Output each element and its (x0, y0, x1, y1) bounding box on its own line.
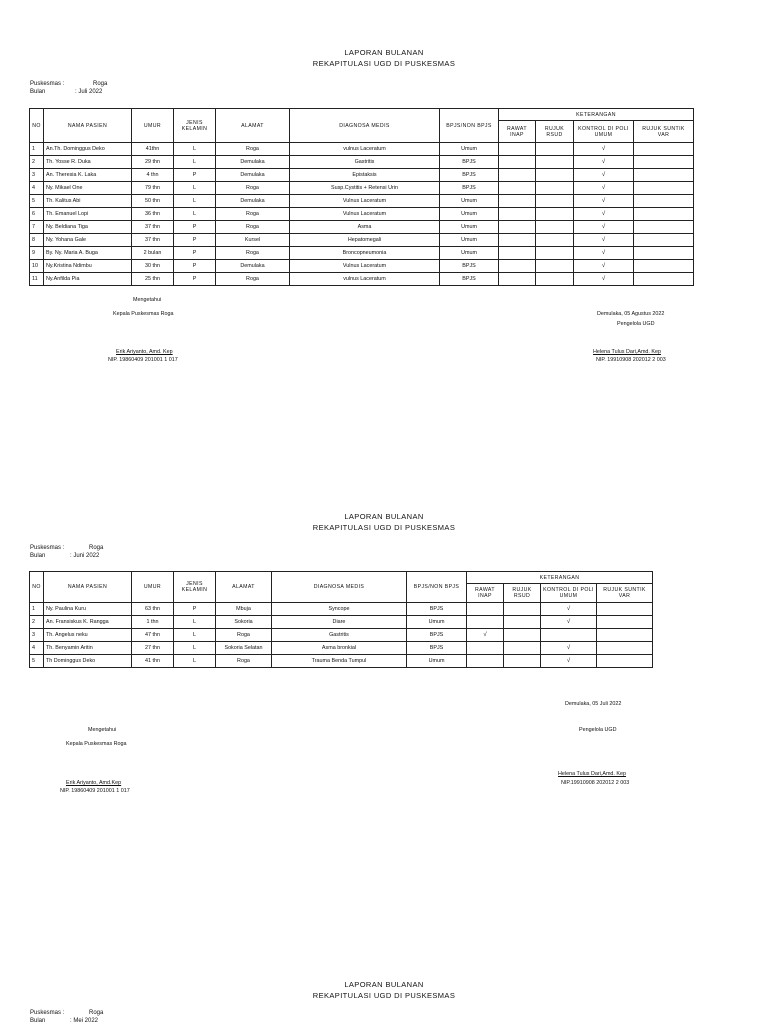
checkmark-icon: √ (601, 185, 606, 191)
cell-rawat-inap (499, 169, 536, 182)
cell-no: 3 (30, 629, 44, 642)
cell-bpjs: Umum (407, 655, 467, 668)
cell-rujuk-rsud (536, 221, 574, 234)
cell-jk: P (174, 169, 216, 182)
table-row (30, 616, 653, 629)
cell-kontrol-poli (541, 603, 597, 616)
report-3-puskesmas-value: Roga (89, 1010, 104, 1016)
cell-bpjs: Umum (440, 234, 499, 247)
cell-bpjs: BPJS (440, 182, 499, 195)
cell-jk: P (174, 221, 216, 234)
cell-rujuk-rsud (536, 156, 574, 169)
cell-diagnosa: vulnus Laceratum (290, 143, 440, 156)
cell-nama: Ny. Yohana Gale (44, 234, 132, 247)
cell-nama: An. Fransiskus K. Rangga (44, 616, 132, 629)
report-3-puskesmas-label: Puskesmas : (30, 1010, 65, 1016)
report-1-title: LAPORAN BULANAN (344, 48, 424, 57)
cell-jk: P (174, 273, 216, 286)
report-1-puskesmas-label: Puskesmas : (30, 81, 65, 87)
cell-kontrol-poli (574, 156, 634, 169)
cell-alamat: Mbuja (216, 603, 272, 616)
cell-umur: 63 thn (132, 603, 174, 616)
cell-umur: 37 thn (132, 221, 174, 234)
cell-kontrol-poli (574, 182, 634, 195)
cell-diagnosa: Vulnus Laceratum (290, 260, 440, 273)
cell-alamat: Roga (216, 143, 290, 156)
cell-umur: 50 thn (132, 195, 174, 208)
cell-jk: L (174, 642, 216, 655)
checkmark-icon: √ (601, 250, 606, 256)
cell-kontrol-poli (541, 655, 597, 668)
cell-no: 11 (30, 273, 44, 286)
checkmark-icon: √ (566, 619, 571, 625)
cell-jk: P (174, 603, 216, 616)
cell-rujuk-suntik (597, 655, 653, 668)
table-row (30, 169, 694, 182)
cell-umur: 47 thn (132, 629, 174, 642)
cell-rujuk-rsud (536, 182, 574, 195)
report-2-subtitle: REKAPITULASI UGD DI PUSKESMAS (312, 523, 456, 532)
table-row (30, 156, 694, 169)
cell-rujuk-suntik (634, 260, 694, 273)
cell-rujuk-suntik (634, 273, 694, 286)
table-row (30, 655, 653, 668)
cell-diagnosa: Hepatomegali (290, 234, 440, 247)
cell-jk: L (174, 655, 216, 668)
cell-umur: 30 thn (132, 260, 174, 273)
header-rujuk-suntik: RUJUK SUNTIK VAR (597, 584, 653, 603)
cell-diagnosa: Susp.Cystitis + Retensi Urin (290, 182, 440, 195)
report-2-bulan-label: Bulan (30, 553, 46, 559)
checkmark-icon: √ (566, 606, 571, 612)
cell-bpjs: BPJS (440, 156, 499, 169)
cell-jk: P (174, 234, 216, 247)
cell-rawat-inap (467, 616, 504, 629)
header-kontrol-poli: KONTROL DI POLI UMUM (574, 121, 634, 143)
cell-rujuk-rsud (536, 234, 574, 247)
cell-rujuk-suntik (634, 208, 694, 221)
header-alamat: ALAMAT (216, 109, 290, 143)
table-row (30, 629, 653, 642)
cell-rujuk-rsud (504, 629, 541, 642)
report-1-kepala-title: Kepala Puskesmas Roga (113, 311, 174, 317)
cell-kontrol-poli (574, 169, 634, 182)
header-umur: UMUR (132, 572, 174, 603)
report-2-mengetahui: Mengetahui (88, 727, 117, 733)
cell-rujuk-rsud (536, 195, 574, 208)
cell-no: 2 (30, 616, 44, 629)
report-1-kepala-name: Erik Ariyanto, Amd. Kep (116, 349, 173, 355)
table-row (30, 603, 653, 616)
cell-nama: Ny.Anfilda Pia (44, 273, 132, 286)
checkmark-icon: √ (483, 632, 487, 638)
cell-umur: 25 thn (132, 273, 174, 286)
cell-nama: Ny.Kristina Ndimbu (44, 260, 132, 273)
cell-rujuk-rsud (536, 143, 574, 156)
cell-nama: Th. Kalitus Abi (44, 195, 132, 208)
cell-bpjs: Umum (440, 247, 499, 260)
cell-rawat-inap (499, 143, 536, 156)
cell-alamat: Sokoria Selatan (216, 642, 272, 655)
table-row (30, 221, 694, 234)
cell-rujuk-suntik (634, 143, 694, 156)
cell-bpjs: BPJS (407, 603, 467, 616)
cell-rawat-inap (499, 247, 536, 260)
cell-rujuk-rsud (504, 655, 541, 668)
cell-umur: 27 thn (132, 642, 174, 655)
table-row (30, 273, 694, 286)
report-1-pengelola-name: Helena Tulus Dari,Amd. Kep (593, 349, 662, 355)
checkmark-icon: √ (601, 146, 606, 152)
report-1-subtitle: REKAPITULASI UGD DI PUSKESMAS (312, 59, 456, 68)
cell-jk: L (174, 156, 216, 169)
cell-jk: P (174, 247, 216, 260)
report-1-bulan-label: Bulan (30, 89, 46, 95)
checkmark-icon: √ (566, 645, 571, 651)
header-no: NO (30, 572, 44, 603)
table-row (30, 182, 694, 195)
cell-kontrol-poli (541, 629, 597, 642)
report-3-title: LAPORAN BULANAN (344, 980, 424, 989)
cell-umur: 37 thn (132, 234, 174, 247)
cell-bpjs: Umum (440, 221, 499, 234)
cell-jk: L (174, 629, 216, 642)
cell-bpjs: Umum (407, 616, 467, 629)
cell-rujuk-suntik (597, 629, 653, 642)
report-1-puskesmas-value: Roga (93, 81, 108, 87)
cell-rujuk-suntik (597, 642, 653, 655)
header-kontrol-poli: KONTROL DI POLI UMUM (541, 584, 597, 603)
header-keterangan: KETERANGAN (499, 109, 694, 121)
cell-no: 8 (30, 234, 44, 247)
cell-diagnosa: Diare (272, 616, 407, 629)
cell-alamat: Demulaka (216, 260, 290, 273)
cell-diagnosa: vulnus Laceratum (290, 273, 440, 286)
report-1-place-date: Demulaka, 05 Agustus 2022 (597, 311, 665, 317)
report-2-table (29, 571, 653, 668)
cell-rujuk-suntik (634, 195, 694, 208)
cell-bpjs: BPJS (407, 629, 467, 642)
cell-rawat-inap (499, 221, 536, 234)
cell-jk: L (174, 182, 216, 195)
cell-no: 6 (30, 208, 44, 221)
cell-nama: Th. Benyamin Aritin (44, 642, 132, 655)
cell-rawat-inap (467, 629, 504, 642)
cell-rujuk-rsud (536, 169, 574, 182)
cell-jk: L (174, 616, 216, 629)
header-diagnosa: DIAGNOSA MEDIS (272, 572, 407, 603)
cell-rujuk-rsud (536, 208, 574, 221)
cell-kontrol-poli (574, 260, 634, 273)
report-2-place-date: Demulaka, 05 Juli 2022 (565, 701, 622, 707)
table-row (30, 260, 694, 273)
cell-umur: 36 thn (132, 208, 174, 221)
cell-kontrol-poli (574, 234, 634, 247)
cell-nama: Th. Emanuel Lopi (44, 208, 132, 221)
cell-rawat-inap (499, 208, 536, 221)
cell-kontrol-poli (574, 273, 634, 286)
report-1-bulan-value: : Juli 2022 (75, 89, 103, 95)
cell-bpjs: BPJS (440, 260, 499, 273)
report-1-kepala-nip: NIP. 19860409 201001 1 017 (108, 357, 178, 363)
cell-diagnosa: Asma bronkial (272, 642, 407, 655)
checkmark-icon: √ (601, 224, 606, 230)
cell-rujuk-suntik (634, 221, 694, 234)
cell-rujuk-rsud (536, 273, 574, 286)
cell-no: 7 (30, 221, 44, 234)
cell-rujuk-rsud (504, 642, 541, 655)
cell-umur: 79 thn (132, 182, 174, 195)
cell-diagnosa: Epistaksis (290, 169, 440, 182)
cell-rawat-inap (499, 260, 536, 273)
cell-kontrol-poli (574, 221, 634, 234)
report-2-bulan-value: : Juni 2022 (70, 553, 100, 559)
cell-bpjs: BPJS (440, 169, 499, 182)
header-jenis-kelamin: JENIS KELAMIN (174, 572, 216, 603)
checkmark-icon: √ (601, 198, 606, 204)
cell-alamat: Roga (216, 247, 290, 260)
cell-kontrol-poli (541, 616, 597, 629)
report-2-kepala-nip: NIP. 19860409 201001 1 017 (60, 788, 130, 794)
cell-no: 5 (30, 655, 44, 668)
checkmark-icon: √ (601, 263, 606, 269)
report-2-puskesmas-label: Puskesmas : (30, 545, 65, 551)
header-nama-pasien: NAMA PASIEN (44, 572, 132, 603)
cell-diagnosa: Vulnus Laceratum (290, 208, 440, 221)
header-rujuk-rsud: RUJUK RSUD (536, 121, 574, 143)
cell-rujuk-rsud (504, 603, 541, 616)
cell-rujuk-rsud (536, 247, 574, 260)
cell-no: 4 (30, 182, 44, 195)
cell-alamat: Demulaka (216, 195, 290, 208)
header-nama-pasien: NAMA PASIEN (44, 109, 132, 143)
table-row (30, 143, 694, 156)
header-rawat-inap: RAWAT INAP (499, 121, 536, 143)
cell-alamat: Demulaka (216, 156, 290, 169)
cell-diagnosa: Gastritis (272, 629, 407, 642)
report-2-pengelola-nip: NIP.19910908 202012 2 003 (561, 780, 630, 786)
cell-rawat-inap (467, 642, 504, 655)
report-2-pengelola: Pengelola UGD (579, 727, 617, 733)
cell-alamat: Sokoria (216, 616, 272, 629)
report-2-title: LAPORAN BULANAN (344, 512, 424, 521)
cell-rawat-inap (499, 182, 536, 195)
cell-nama: Th Dominggus Deko (44, 655, 132, 668)
table-row (30, 234, 694, 247)
cell-nama: Th. Angelus neku (44, 629, 132, 642)
header-jenis-kelamin: JENIS KELAMIN (174, 109, 216, 143)
cell-jk: L (174, 195, 216, 208)
cell-rujuk-rsud (504, 616, 541, 629)
table-row (30, 642, 653, 655)
report-3-bulan-value: : Mei 2022 (70, 1018, 99, 1024)
cell-diagnosa: Vulnus Laceratum (290, 195, 440, 208)
cell-alamat: Roga (216, 221, 290, 234)
report-1-mengetahui: Mengetahui (133, 297, 162, 303)
cell-no: 10 (30, 260, 44, 273)
header-alamat: ALAMAT (216, 572, 272, 603)
cell-kontrol-poli (541, 642, 597, 655)
report-2-puskesmas-value: Roga (89, 545, 104, 551)
cell-umur: 1 thn (132, 616, 174, 629)
report-3-bulan-label: Bulan (30, 1018, 46, 1024)
cell-rawat-inap (499, 195, 536, 208)
header-rawat-inap: RAWAT INAP (467, 584, 504, 603)
cell-kontrol-poli (574, 143, 634, 156)
cell-nama: By. Ny. Maria A. Buga (44, 247, 132, 260)
cell-no: 1 (30, 603, 44, 616)
cell-alamat: Demulaka (216, 169, 290, 182)
report-2-pengelola-name: Helena Tulus Dari,Amd. Kep (558, 771, 627, 777)
cell-bpjs: Umum (440, 208, 499, 221)
cell-jk: L (174, 143, 216, 156)
header-rujuk-suntik: RUJUK SUNTIK VAR (634, 121, 694, 143)
cell-nama: An. Theresia K. Laka (44, 169, 132, 182)
cell-alamat: Roga (216, 273, 290, 286)
cell-rawat-inap (499, 273, 536, 286)
cell-umur: 2 bulan (132, 247, 174, 260)
header-umur: UMUR (132, 109, 174, 143)
checkmark-icon: √ (601, 159, 606, 165)
cell-rujuk-suntik (634, 156, 694, 169)
cell-rawat-inap (467, 655, 504, 668)
cell-umur: 41thn (132, 143, 174, 156)
cell-no: 5 (30, 195, 44, 208)
cell-rujuk-rsud (536, 260, 574, 273)
header-bpjs: BPJS/NON BPJS (440, 109, 499, 143)
header-no: NO (30, 109, 44, 143)
cell-alamat: Roga (216, 655, 272, 668)
report-3-subtitle: REKAPITULASI UGD DI PUSKESMAS (312, 991, 456, 1000)
table-row (30, 247, 694, 260)
cell-no: 4 (30, 642, 44, 655)
cell-bpjs: BPJS (407, 642, 467, 655)
cell-rawat-inap (499, 234, 536, 247)
cell-rawat-inap (499, 156, 536, 169)
cell-bpjs: BPJS (440, 273, 499, 286)
report-1-table (29, 108, 694, 286)
cell-diagnosa: Broncopneumonia (290, 247, 440, 260)
table-row (30, 195, 694, 208)
cell-rawat-inap (467, 603, 504, 616)
cell-nama: Ny. Mikael One (44, 182, 132, 195)
cell-rujuk-suntik (597, 603, 653, 616)
cell-rujuk-suntik (634, 234, 694, 247)
cell-diagnosa: Asma (290, 221, 440, 234)
cell-nama: Ny. Paulina Kuru (44, 603, 132, 616)
cell-rujuk-suntik (634, 247, 694, 260)
header-rujuk-rsud: RUJUK RSUD (504, 584, 541, 603)
cell-alamat: Roga (216, 208, 290, 221)
cell-no: 3 (30, 169, 44, 182)
checkmark-icon: √ (601, 211, 606, 217)
cell-jk: P (174, 260, 216, 273)
checkmark-icon: √ (601, 172, 606, 178)
cell-bpjs: Umum (440, 195, 499, 208)
cell-umur: 29 thn (132, 156, 174, 169)
checkmark-icon: √ (601, 237, 606, 243)
cell-diagnosa: Trauma Benda Tumpul (272, 655, 407, 668)
cell-nama: Th. Yosse R. Duka (44, 156, 132, 169)
report-2-kepala-name: Erik Ariyanto, Amd.Kep (66, 780, 122, 786)
cell-bpjs: Umum (440, 143, 499, 156)
cell-nama: An.Th. Dominggus Deko (44, 143, 132, 156)
report-1-pengelola-nip: NIP. 19910908 202012 2 003 (596, 357, 666, 363)
header-diagnosa: DIAGNOSA MEDIS (290, 109, 440, 143)
checkmark-icon: √ (566, 658, 571, 664)
cell-jk: L (174, 208, 216, 221)
cell-alamat: Roga (216, 182, 290, 195)
cell-kontrol-poli (574, 247, 634, 260)
checkmark-icon: √ (601, 276, 606, 282)
cell-alamat: Kursel (216, 234, 290, 247)
cell-nama: Ny. Beldiana Tiga (44, 221, 132, 234)
cell-kontrol-poli (574, 208, 634, 221)
cell-no: 2 (30, 156, 44, 169)
cell-no: 9 (30, 247, 44, 260)
table-row (30, 208, 694, 221)
cell-diagnosa: Syncope (272, 603, 407, 616)
cell-no: 1 (30, 143, 44, 156)
report-2-kepala-title: Kepala Puskesmas Roga (66, 741, 127, 747)
cell-umur: 41 thn (132, 655, 174, 668)
cell-rujuk-suntik (597, 616, 653, 629)
cell-rujuk-suntik (634, 169, 694, 182)
cell-umur: 4 thn (132, 169, 174, 182)
report-1-pengelola: Pengelola UGD (617, 321, 655, 327)
cell-rujuk-suntik (634, 182, 694, 195)
cell-alamat: Roga (216, 629, 272, 642)
header-keterangan: KETERANGAN (467, 572, 653, 584)
header-bpjs: BPJS/NON BPJS (407, 572, 467, 603)
cell-kontrol-poli (574, 195, 634, 208)
cell-diagnosa: Gastritis (290, 156, 440, 169)
